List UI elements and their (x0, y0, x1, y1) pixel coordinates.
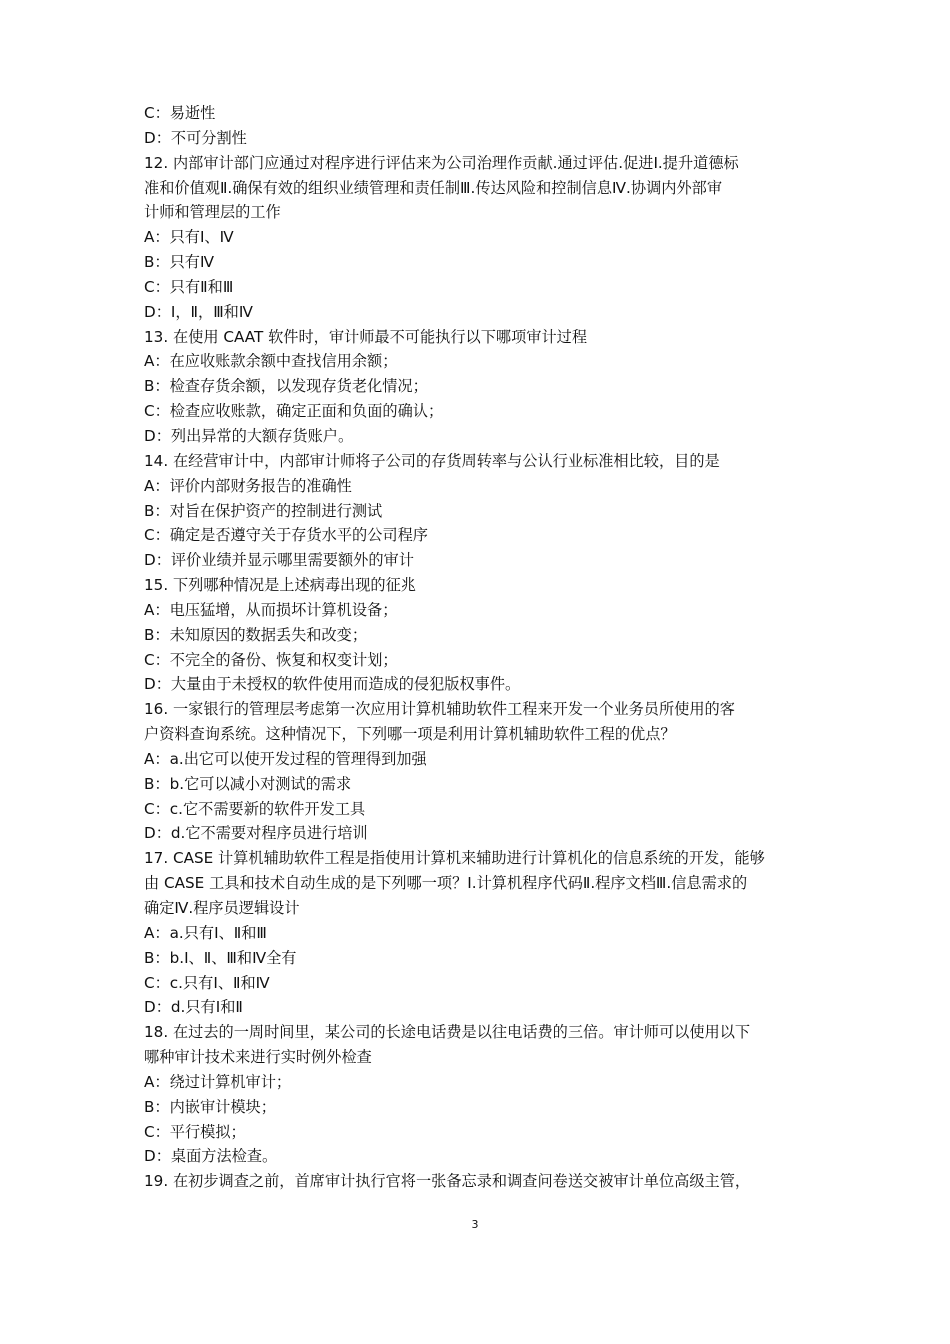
text-line: 15. 下列哪种情况是上述病毒出现的征兆 (144, 576, 416, 595)
text-line: A：只有Ⅰ、Ⅳ (144, 228, 234, 247)
document-body (144, 101, 820, 1194)
text-line: D：d.只有Ⅰ和Ⅱ (144, 998, 243, 1017)
text-line: A：绕过计算机审计； (144, 1072, 292, 1091)
text-line: C：c.它不需要新的软件开发工具 (144, 799, 366, 818)
text-line: A：a.只有Ⅰ、Ⅱ和Ⅲ (144, 923, 267, 942)
text-line: C：易逝性 (144, 104, 216, 122)
text-line: C：不完全的备份、恢复和权变计划； (144, 650, 398, 669)
text-line: D：Ⅰ，Ⅱ，Ⅲ和Ⅳ (144, 302, 253, 321)
text-line: A：在应收账款余额中查找信用余额； (144, 352, 398, 371)
text-line: B：对旨在保护资产的控制进行测试 (144, 501, 383, 520)
text-line: 户资料查询系统。这种情况下，下列哪一项是利用计算机辅助软件工程的优点？ (144, 725, 676, 744)
text-line: B：检查存货余额，以发现存货老化情况； (144, 377, 428, 396)
text-line: 19. 在初步调查之前，首席审计执行官将一张备忘录和调查问卷送交被审计单位高级主管， (144, 1172, 751, 1191)
text-line: A：电压猛增，从而损坏计算机设备； (144, 600, 398, 619)
text-line: 由 CASE 工具和技术自动生成的是下列哪一项？Ⅰ.计算机程序代码Ⅱ.程序文档Ⅲ.信息需求的 (144, 874, 748, 893)
text-line: B：未知原因的数据丢失和改变； (144, 625, 368, 644)
text-line: D：桌面方法检查。 (144, 1147, 278, 1166)
text-line: D：不可分割性 (144, 128, 247, 147)
text-line: C：确定是否遵守关于存货水平的公司程序 (144, 526, 428, 545)
text-line: 16. 一家银行的管理层考虑第一次应用计算机辅助软件工程来开发一个业务员所使用的客 (144, 700, 735, 719)
text-line: B：内嵌审计模块； (144, 1097, 276, 1116)
text-line: B：b.它可以减小对测试的需求 (144, 774, 352, 793)
text-line: B：b.Ⅰ、Ⅱ、Ⅲ和Ⅳ全有 (144, 948, 297, 967)
text-line: 准和价值观Ⅱ.确保有效的组织业绩管理和责任制Ⅲ.传达风险和控制信息Ⅳ.协调内外部审 (144, 178, 723, 197)
text-line: 13. 在使用 CAAT 软件时，审计师最不可能执行以下哪项审计过程 (144, 327, 588, 346)
text-line: 哪种审计技术来进行实时例外检查 (144, 1048, 372, 1067)
text-line: 18. 在过去的一周时间里，某公司的长途电话费是以往电话费的三倍。审计师可以使用以下 (144, 1023, 751, 1042)
text-line: 确定Ⅳ.程序员逻辑设计 (144, 899, 300, 917)
text-line: D：列出异常的大额存货账户。 (144, 426, 354, 445)
text-line: D：评价业绩并显示哪里需要额外的审计 (144, 551, 414, 570)
text-line: 17. CASE 计算机辅助软件工程是指使用计算机来辅助进行计算机化的信息系统的开发，能够 (144, 849, 765, 868)
text-line: C：只有Ⅱ和Ⅲ (144, 277, 234, 296)
text-line: D：d.它不需要对程序员进行培训 (144, 824, 368, 843)
text-line: 计师和管理层的工作 (144, 203, 281, 222)
text-line: A：评价内部财务报告的准确性 (144, 476, 352, 495)
page-number: 3 (471, 1218, 479, 1231)
text-line: 12. 内部审计部门应通过对程序进行评估来为公司治理作贡献.通过评估.促进Ⅰ.提升道德标 (144, 153, 739, 172)
text-line: 14. 在经营审计中，内部审计师将子公司的存货周转率与公认行业标准相比较，目的是 (144, 451, 720, 470)
text-line: A：a.出它可以使开发过程的管理得到加强 (144, 749, 427, 768)
text-line: C：c.只有Ⅰ、Ⅱ和Ⅳ (144, 973, 270, 992)
text-line: C：平行模拟； (144, 1122, 246, 1141)
text-line: C：检查应收账款，确定正面和负面的确认； (144, 402, 444, 421)
text-line: B：只有Ⅳ (144, 253, 214, 272)
text-line: D：大量由于未授权的软件使用而造成的侵犯版权事件。 (144, 675, 521, 694)
